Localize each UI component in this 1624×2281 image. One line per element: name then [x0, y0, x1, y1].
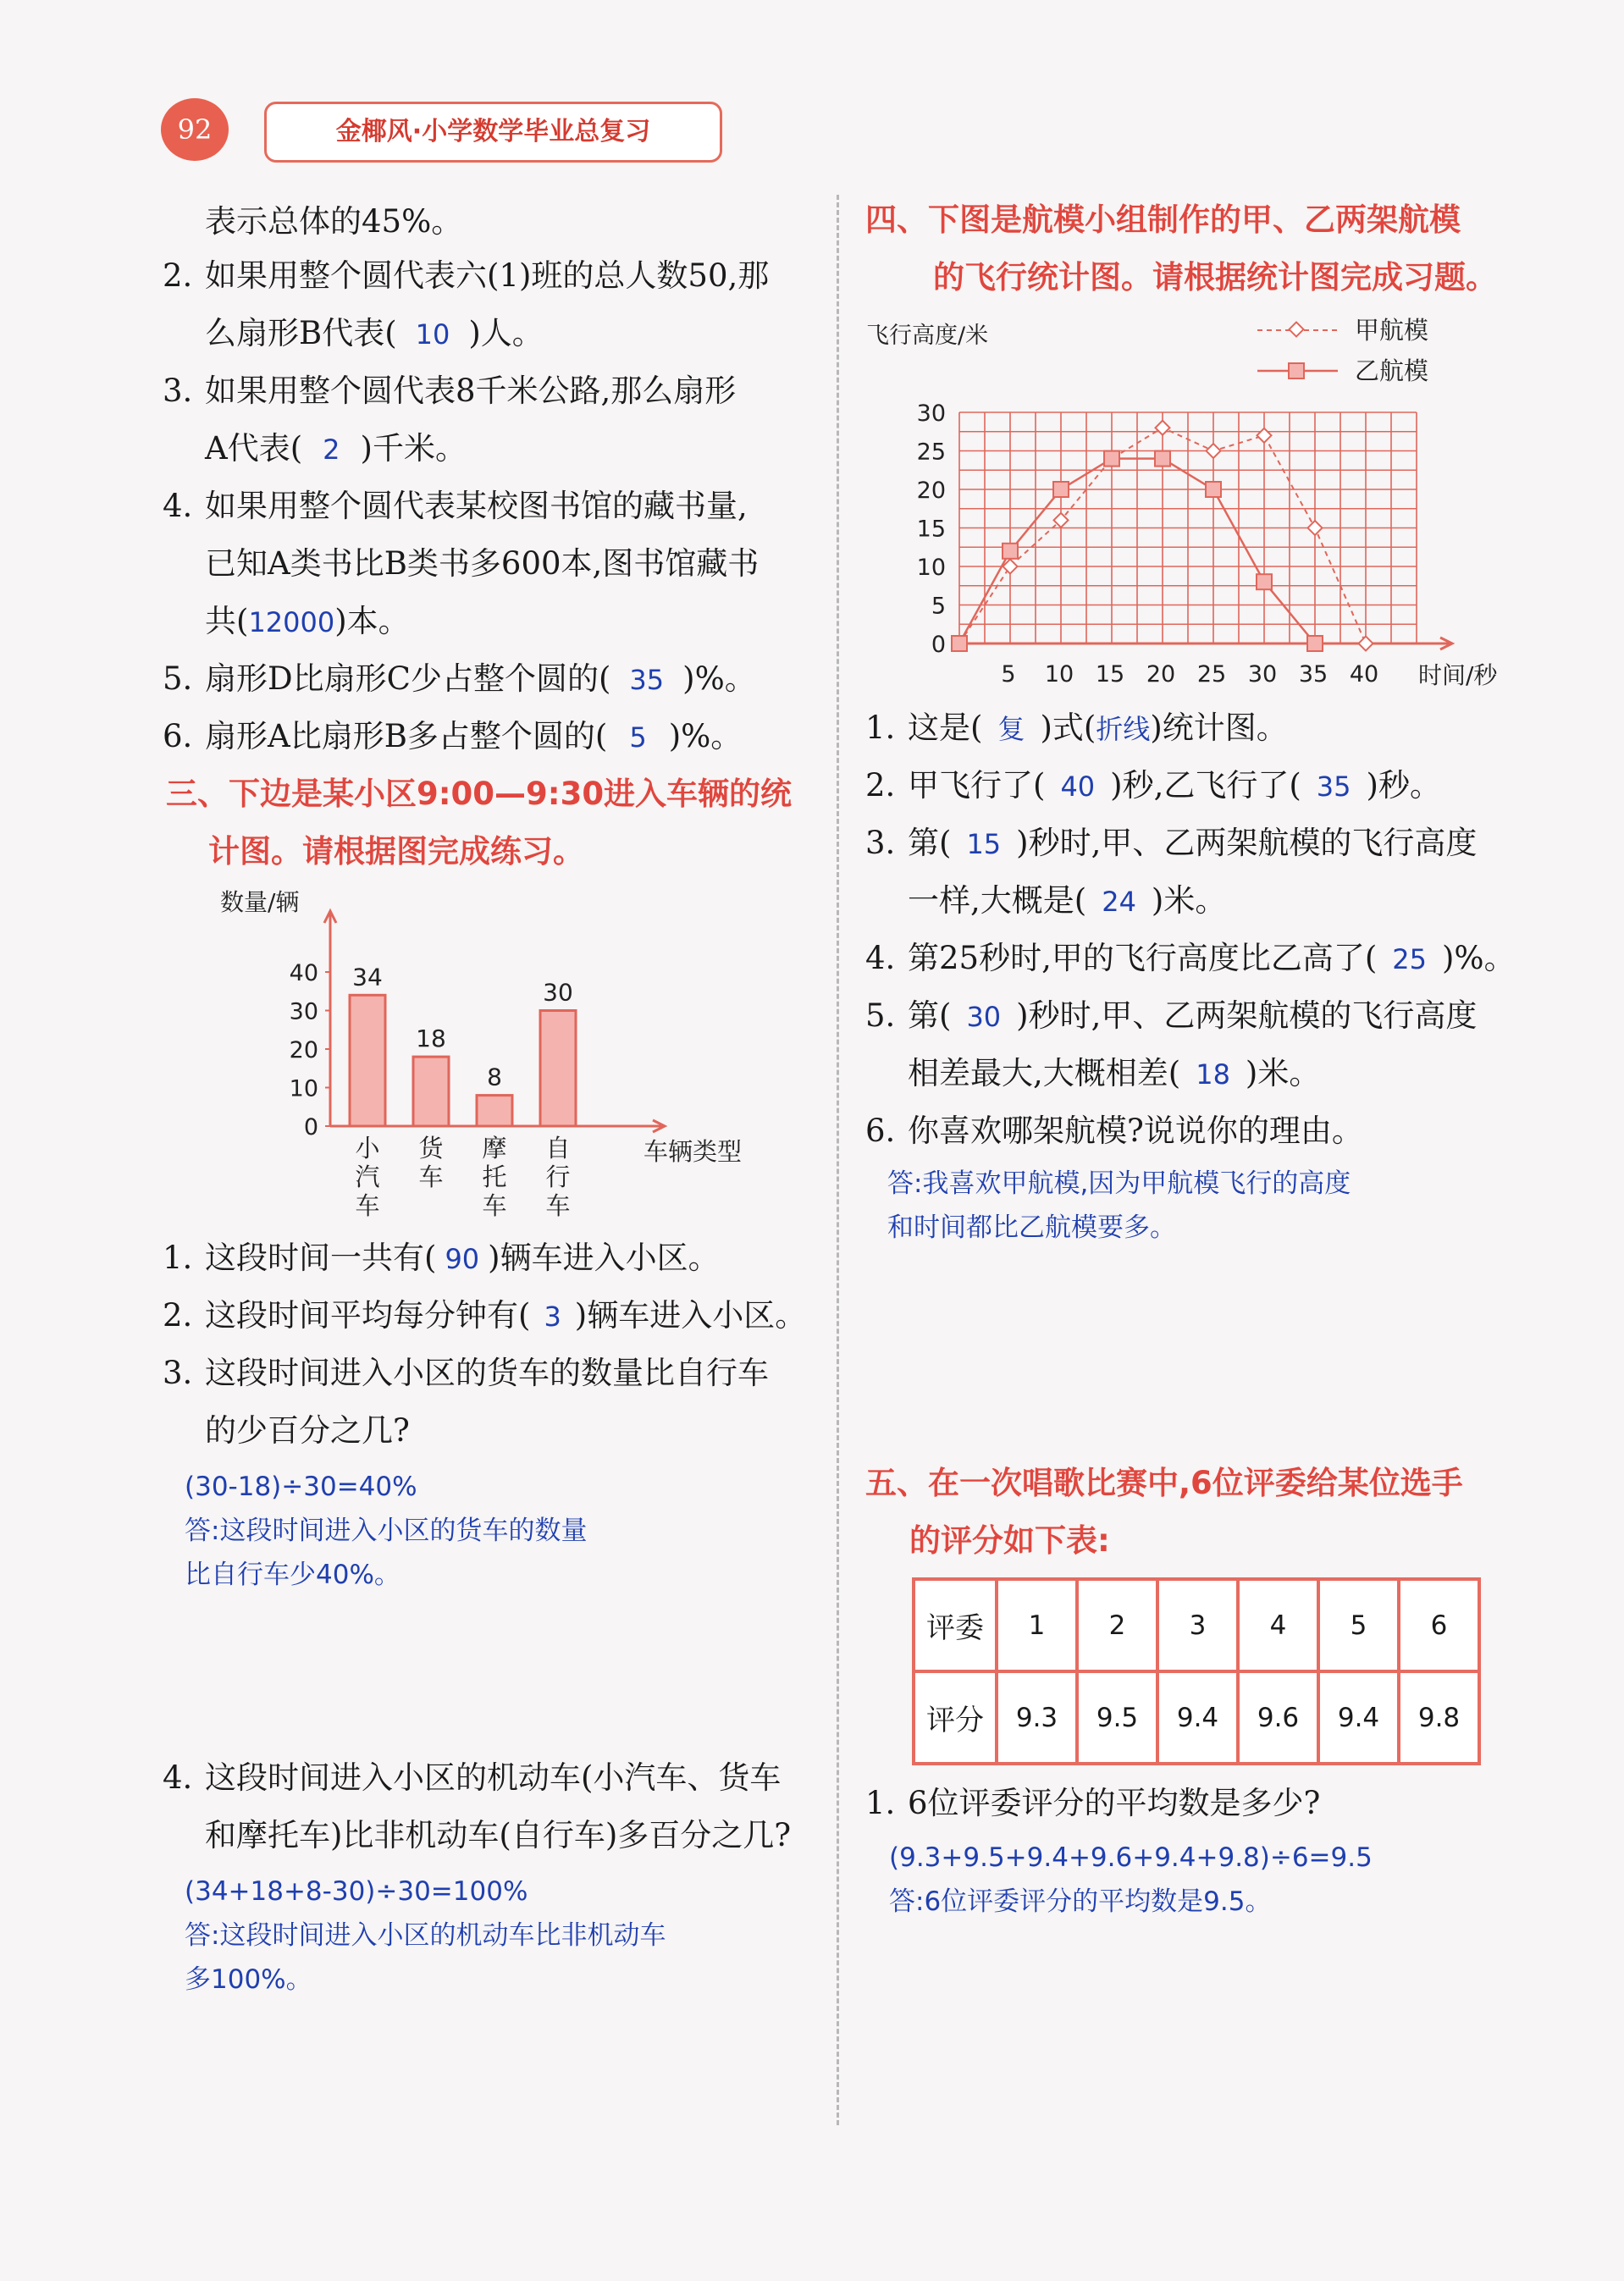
y-tick-label: 15	[916, 516, 946, 543]
s3-question-1: 1. 这段时间一共有( 90 )辆车进入小区。	[163, 1240, 720, 1276]
s4-question-6: 6. 你喜欢哪架航模?说说你的理由。	[865, 1113, 1363, 1149]
legend-label-jia: 甲航模	[1355, 316, 1429, 345]
y-tick-label: 0	[931, 632, 946, 658]
x-tick-label: 40	[1349, 661, 1379, 688]
question-5: 5. 扇形D比扇形C少占整个圆的( 35 )%。	[163, 660, 756, 697]
s4-question-5: 5. 第( 30 )秒时,甲、乙两架航模的飞行高度	[865, 997, 1478, 1034]
question-2: 2. 如果用整个圆代表六(1)班的总人数50,那	[163, 257, 770, 294]
data-point-yi	[1155, 451, 1170, 467]
judge-cell: 2	[1077, 1579, 1157, 1671]
question-4-line3: 共(12000)本。	[205, 603, 410, 639]
category-label: 货	[418, 1134, 444, 1163]
flight-line-chart	[859, 305, 1520, 694]
y-tick-label: 5	[931, 593, 946, 620]
score-cell: 9.3	[997, 1671, 1077, 1764]
question-4-line2: 已知A类书比B类书多600本,图书馆藏书	[205, 545, 760, 582]
y-tick-label: 20	[289, 1037, 318, 1063]
data-point-jia	[1156, 421, 1170, 435]
category-label: 行	[545, 1163, 571, 1191]
x-tick-label: 30	[1247, 661, 1278, 688]
data-point-jia	[1207, 444, 1221, 458]
bar-value-label: 18	[416, 1025, 446, 1053]
row-header: 评分	[914, 1671, 997, 1764]
answer: 复	[997, 713, 1025, 745]
section-4-heading-line2: 的飞行统计图。请根据统计图完成习题。	[933, 259, 1497, 295]
y-tick-label: 10	[289, 1075, 318, 1102]
question-6: 6. 扇形A比扇形B多占整个圆的( 5 )%。	[163, 718, 743, 754]
data-point-yi	[1104, 451, 1119, 467]
category-label: 车	[482, 1191, 507, 1220]
judge-cell: 3	[1157, 1579, 1238, 1671]
s4-question-5-line2: 相差最大,大概相差( 18 )米。	[908, 1055, 1321, 1091]
legend-marker-yi	[1289, 363, 1304, 378]
answer: 30	[966, 1001, 1002, 1033]
s4-question-2: 2. 甲飞行了( 40 )秒,乙飞行了( 35 )秒。	[865, 767, 1441, 804]
question-2-line2: 么扇形B代表( 10 )人。	[205, 315, 544, 351]
score-row	[914, 1671, 1479, 1764]
judge-cell: 6	[1399, 1579, 1479, 1671]
s3q3-answer-text: 答:这段时间进入小区的货车的数量	[185, 1516, 588, 1546]
score-cell: 9.6	[1238, 1671, 1318, 1764]
legend-label-yi: 乙航模	[1355, 356, 1429, 385]
answer: 35	[629, 664, 665, 696]
s3q3-answer-calc: (30-18)÷30=40%	[185, 1472, 417, 1502]
data-point-jia	[1257, 428, 1272, 443]
answer: 35	[1316, 770, 1351, 803]
s3-question-3-line2: 的少百分之几?	[205, 1412, 410, 1449]
score-cell: 9.8	[1399, 1671, 1479, 1764]
x-tick-label: 10	[1044, 661, 1074, 688]
section-5-heading: 五、在一次唱歌比赛中,6位评委给某位选手	[865, 1465, 1463, 1501]
bar	[477, 1096, 512, 1126]
bar	[350, 995, 385, 1126]
data-point-yi	[1206, 482, 1221, 497]
s4-question-1: 1. 这是( 复 )式(折线)统计图。	[865, 710, 1288, 746]
bar	[413, 1057, 449, 1126]
s3q4-answer-calc: (34+18+8-30)÷30=100%	[185, 1876, 528, 1907]
y-tick-label: 10	[916, 555, 946, 581]
x-tick-label: 20	[1146, 661, 1176, 688]
x-tick-label: 25	[1196, 661, 1227, 688]
section-5-heading-line2: 的评分如下表:	[909, 1522, 1110, 1559]
answer: 25	[1392, 943, 1427, 975]
book-title: 金椰风·小学数学毕业总复习	[264, 102, 722, 163]
score-table	[912, 1577, 1481, 1765]
data-point-yi	[1307, 636, 1323, 651]
answer: 18	[1196, 1058, 1230, 1091]
question-3-line2: A代表( 2 )千米。	[205, 430, 467, 467]
answer: 3	[544, 1301, 561, 1333]
bar-value-label: 34	[352, 963, 383, 991]
category-label: 小	[355, 1134, 380, 1163]
judge-row	[914, 1579, 1479, 1671]
y-axis-label: 飞行高度/米	[866, 323, 989, 349]
x-tick-label: 15	[1095, 661, 1125, 688]
y-tick-label: 20	[916, 478, 946, 504]
continuation-line: 表示总体的45%。	[205, 203, 463, 240]
judge-cell: 4	[1238, 1579, 1318, 1671]
bar-value-label: 8	[487, 1063, 502, 1091]
s3-question-2: 2. 这段时间平均每分钟有( 3 )辆车进入小区。	[163, 1297, 807, 1334]
s3-question-3: 3. 这段时间进入小区的货车的数量比自行车	[163, 1355, 769, 1391]
column-divider	[837, 195, 839, 2125]
data-point-yi	[1053, 482, 1069, 497]
s3-question-4: 4. 这段时间进入小区的机动车(小汽车、货车	[163, 1759, 782, 1796]
section-3-heading-line2: 计图。请根据图完成练习。	[208, 833, 584, 870]
answer: 12000	[248, 606, 335, 638]
y-tick-label: 30	[289, 998, 318, 1025]
s4q6-answer: 答:我喜欢甲航模,因为甲航模飞行的高度	[887, 1168, 1351, 1199]
category-label: 托	[482, 1163, 507, 1191]
answer: 40	[1060, 770, 1096, 803]
question-4: 4. 如果用整个圆代表某校图书馆的藏书量,	[163, 488, 748, 524]
category-label: 汽	[355, 1163, 380, 1191]
judge-cell: 5	[1318, 1579, 1399, 1671]
s4-question-3: 3. 第( 15 )秒时,甲、乙两架航模的飞行高度	[865, 825, 1478, 861]
y-axis-label: 数量/辆	[220, 888, 300, 916]
answer: 15	[966, 828, 1002, 860]
data-point-yi	[1003, 544, 1018, 559]
page-number-badge: 92	[161, 98, 229, 161]
s4-question-3-line2: 一样,大概是( 24 )米。	[908, 882, 1227, 919]
answer: 2	[323, 434, 340, 466]
y-tick-label: 40	[289, 960, 318, 986]
answer: 24	[1102, 886, 1136, 918]
data-point-jia	[1359, 637, 1373, 651]
s3q4-answer-text-line2: 多100%。	[185, 1964, 312, 1995]
answer: 90	[445, 1243, 480, 1275]
category-label: 摩	[482, 1134, 507, 1163]
category-label: 车	[545, 1191, 571, 1220]
category-label: 自	[545, 1134, 571, 1163]
section-4-heading: 四、下图是航模小组制作的甲、乙两架航模	[865, 202, 1461, 238]
answer: 5	[629, 721, 647, 754]
bar	[540, 1011, 576, 1127]
s3q4-answer-text: 答:这段时间进入小区的机动车比非机动车	[185, 1920, 666, 1951]
s3q3-answer-text-line2: 比自行车少40%。	[185, 1560, 400, 1590]
y-tick-label: 0	[303, 1114, 318, 1140]
answer: 10	[415, 318, 450, 351]
x-axis-label: 时间/秒	[1418, 661, 1498, 689]
x-axis-label: 车辆类型	[644, 1137, 743, 1166]
score-cell: 9.5	[1077, 1671, 1157, 1764]
s3-question-4-line2: 和摩托车)比非机动车(自行车)多百分之几?	[205, 1817, 792, 1853]
legend-marker-jia	[1290, 323, 1304, 337]
score-cell: 9.4	[1318, 1671, 1399, 1764]
category-label: 车	[355, 1191, 380, 1220]
answer: 折线	[1096, 713, 1151, 745]
category-label: 车	[418, 1163, 444, 1191]
bar-value-label: 30	[543, 978, 573, 1007]
score-cell: 9.4	[1157, 1671, 1238, 1764]
y-tick-label: 30	[916, 400, 946, 427]
s4q6-answer-line2: 和时间都比乙航模要多。	[887, 1212, 1176, 1243]
s4-question-4: 4. 第25秒时,甲的飞行高度比乙高了( 25 )%。	[865, 940, 1516, 976]
x-tick-label: 35	[1298, 661, 1328, 688]
data-point-jia	[1308, 521, 1323, 535]
row-header: 评委	[914, 1579, 997, 1671]
s5-question-1: 1. 6位评委评分的平均数是多少?	[865, 1785, 1321, 1821]
judge-cell: 1	[997, 1579, 1077, 1671]
y-tick-label: 25	[916, 439, 946, 466]
data-point-yi	[952, 636, 967, 651]
s5q1-answer-calc: (9.3+9.5+9.4+9.6+9.4+9.8)÷6=9.5	[889, 1842, 1373, 1873]
question-3: 3. 如果用整个圆代表8千米公路,那么扇形	[163, 373, 737, 409]
s5q1-answer-text: 答:6位评委评分的平均数是9.5。	[889, 1886, 1272, 1917]
data-point-yi	[1257, 574, 1272, 589]
section-3-heading: 三、下边是某小区9:00—9:30进入车辆的统	[166, 776, 793, 812]
x-tick-label: 5	[1001, 661, 1016, 688]
vehicle-bar-chart	[203, 881, 762, 1236]
